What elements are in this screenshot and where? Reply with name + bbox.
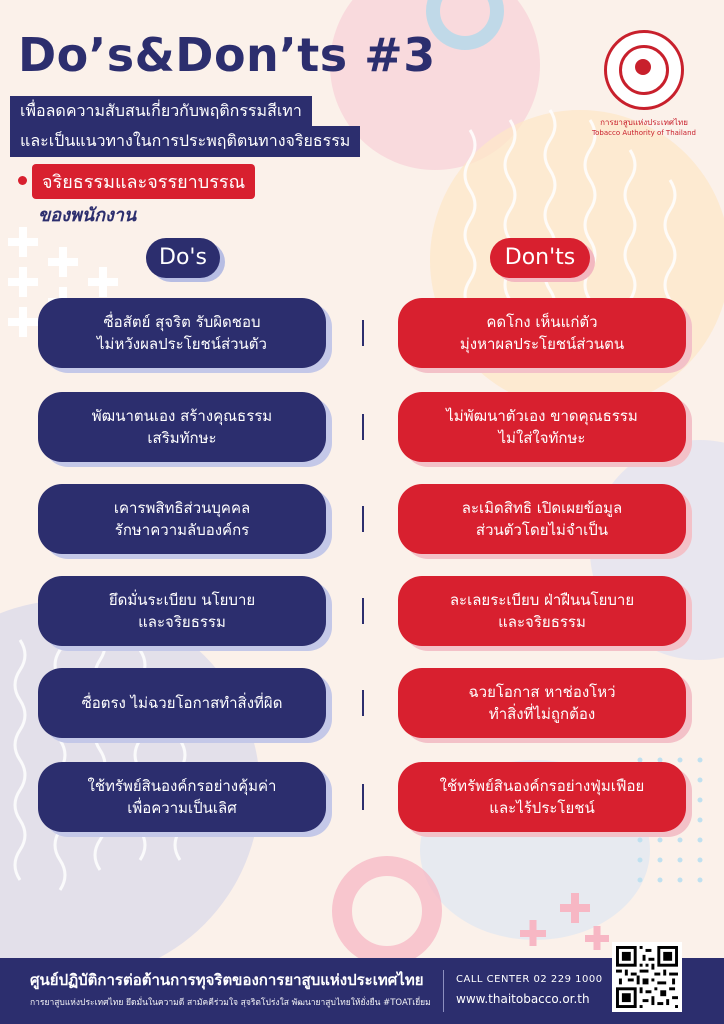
row-divider [362,506,364,532]
do-card-2-line-2: เสริมทักษะ [147,429,217,447]
do-card-6-line-2: เพื่อความเป็นเลิศ [127,799,237,817]
do-card-6 [38,762,326,832]
footer-center-name: ศูนย์ปฏิบัติการต่อต้านการทุจริตของการยาสูบแห่งประเทศไทย [30,971,424,989]
dont-card-4-line-2: และจริยธรรม [498,613,586,631]
do-card-5-line-1: ซื่อตรง ไม่ฉวยโอกาสทำสิ่งที่ผิด [81,694,283,712]
topic-label-sub: ของพนักงาน [38,205,137,226]
dos-header: Do's [146,238,220,278]
footer-slogan: การยาสูบแห่งประเทศไทย ยึดมั่นในความดี สามัคคีร่วมใจ สุจริตโปร่งใส พัฒนายาสูบไทยให้ยั่งยืน #TOATเยี่ยม [30,998,431,1008]
do-card-4-line-1: ยึดมั่นระเบียบ นโยบาย [108,591,256,609]
dont-card-3 [398,484,686,554]
row-divider [362,598,364,624]
do-card-1 [38,298,326,368]
row-divider [362,414,364,440]
row-divider [362,320,364,346]
do-card-5 [38,668,326,738]
logo-name-th: การยาสูบแห่งประเทศไทย [600,118,688,127]
do-card-1-line-1: ซื่อสัตย์ สุจริต รับผิดชอบ [103,313,261,331]
footer-divider [443,970,444,1012]
dont-card-6-line-2: และไร้ประโยชน์ [489,799,595,817]
tobacco-authority-emblem-icon [604,30,684,110]
topic-label: จริยธรรมและจรรยาบรรณ [32,164,255,199]
do-card-3-line-1: เคารพสิทธิส่วนบุคคล [113,499,251,517]
dont-card-3-line-2: ส่วนตัวโดยไม่จำเป็น [475,521,609,539]
dont-card-4 [398,576,686,646]
logo-name-en: Tobacco Authority of Thailand [592,129,696,137]
do-card-2 [38,392,326,462]
do-card-4 [38,576,326,646]
dont-card-6 [398,762,686,832]
dont-card-6-line-1: ใช้ทรัพย์สินองค์กรอย่างฟุ่มเฟือย [439,777,645,795]
dont-card-5-line-1: ฉวยโอกาส หาช่องโหว่ [468,683,616,701]
subtitle-line-2: และเป็นแนวทางในการประพฤติตนทางจริยธรรม [10,126,360,157]
dont-card-2-line-2: ไม่ใส่ใจทักษะ [498,429,586,447]
do-card-2-line-1: พัฒนาตนเอง สร้างคุณธรรม [91,407,273,425]
dont-card-3-line-1: ละเมิดสิทธิ เปิดเผยข้อมูล [461,499,623,517]
row-divider [362,690,364,716]
logo [586,30,702,137]
page-title: Do’s&Don’ts #3 [18,28,436,82]
subtitle-line-1: เพื่อลดความสับสนเกี่ยวกับพฤติกรรมสีเทา [10,96,312,127]
qr-code-graphic [616,946,678,1008]
do-card-6-line-1: ใช้ทรัพย์สินองค์กรอย่างคุ้มค่า [87,777,277,795]
dont-card-5 [398,668,686,738]
do-card-3-line-2: รักษาความลับองค์กร [114,521,250,539]
row-divider [362,784,364,810]
dont-card-1 [398,298,686,368]
donts-header: Don'ts [490,238,590,278]
qr-code-icon[interactable] [612,942,682,1012]
do-card-1-line-2: ไม่หวังผลประโยชน์ส่วนตัว [97,335,267,353]
bullet-icon [18,176,27,185]
call-center: CALL CENTER 02 229 1000 [456,974,603,985]
website-link[interactable]: www.thaitobacco.or.th [456,992,590,1006]
dont-card-1-line-2: มุ่งหาผลประโยชน์ส่วนตน [459,335,625,353]
do-card-4-line-2: และจริยธรรม [138,613,226,631]
do-card-3 [38,484,326,554]
dont-card-5-line-2: ทำสิ่งที่ไม่ถูกต้อง [488,705,596,723]
dont-card-4-line-1: ละเลยระเบียบ ฝ่าฝืนนโยบาย [449,591,635,609]
dont-card-2-line-1: ไม่พัฒนาตัวเอง ขาดคุณธรรม [446,407,638,425]
dont-card-1-line-1: คดโกง เห็นแก่ตัว [486,313,598,331]
dont-card-2 [398,392,686,462]
